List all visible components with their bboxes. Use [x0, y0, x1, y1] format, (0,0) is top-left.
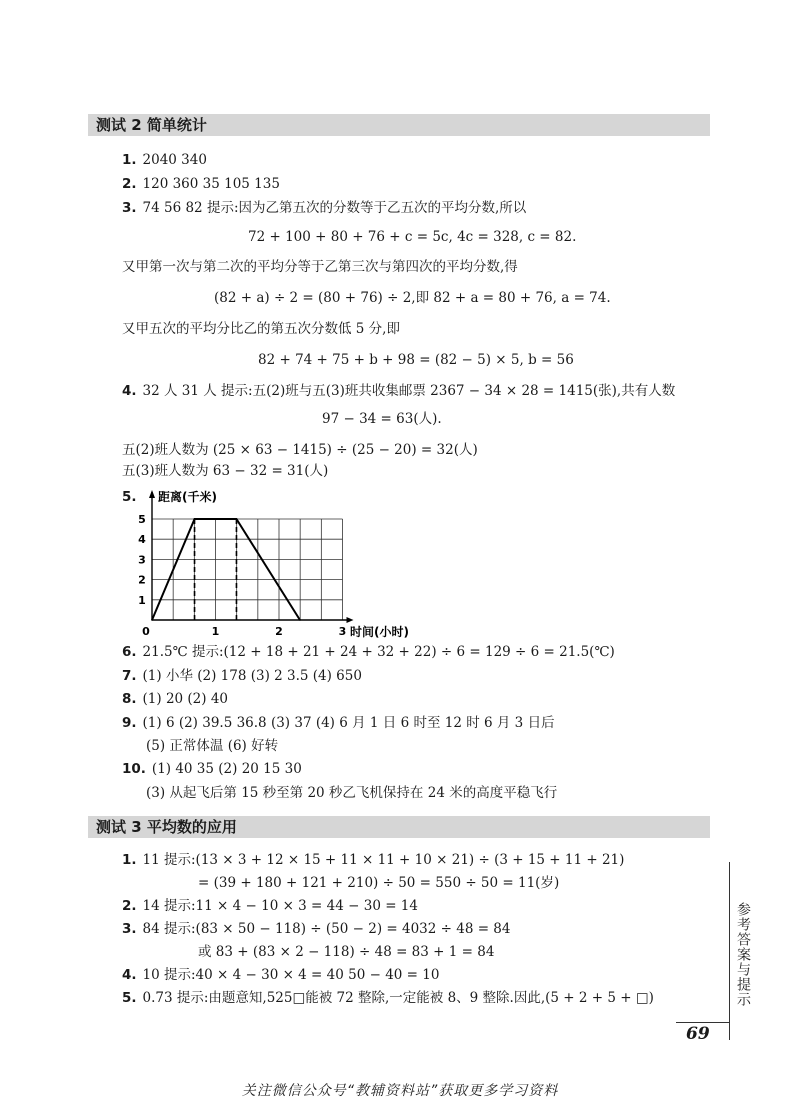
answer-text: (1) 6 (2) 39.5 36.8 (3) 37 (4) 6 月 1 日 6 时至 12 时 6 月 3 日后	[142, 715, 555, 731]
answer-4	[122, 966, 439, 984]
text-line: 五(2)班人数为 (25 × 63 − 1415) ÷ (25 − 20) = 32(人)	[122, 442, 478, 458]
x-tick-label: 1	[211, 625, 220, 638]
chart-grid	[152, 519, 343, 620]
answer-text: (1) 20 (2) 40	[142, 691, 229, 707]
x-axis-label: 时间(小时)	[350, 625, 409, 639]
y-tick-label: 5	[138, 513, 146, 526]
answer-10-cont: (3) 从起飞后第 15 秒至第 20 秒乙飞机保持在 24 米的高度平稳飞行	[146, 785, 558, 801]
series-line-distance	[152, 519, 300, 620]
y-tick-label: 1	[138, 593, 146, 607]
answer-text: 0.73 提示:由题意知,525□能被 72 整除,一定能被 8、9 整除.因此,(5 + 2 + 5 + □)	[142, 990, 654, 1006]
answer-5	[122, 488, 143, 506]
answer-text: 32 人 31 人 提示:五(2)班与五(3)班共收集邮票 2367 − 34 × 28 = 1415(张),共有人数	[142, 383, 676, 399]
data-point	[151, 619, 153, 621]
answer-number: 4.	[122, 967, 137, 983]
answer-number: 2.	[122, 898, 137, 914]
answer-2	[122, 175, 280, 193]
text-line: 又甲第一次与第二次的平均分等于乙第三次与第四次的平均分数,得	[122, 259, 518, 275]
answer-1	[122, 851, 624, 869]
answer-10	[122, 760, 302, 778]
answer-number: 1.	[122, 152, 137, 168]
equation-4: 97 − 34 = 63(人).	[322, 411, 442, 427]
y-tick-label: 2	[138, 573, 146, 587]
y-axis-label: 距离(千米)	[158, 490, 217, 504]
text-line: 又甲五次的平均分比乙的第五次分数低 5 分,即	[122, 321, 400, 337]
answer-number: 9.	[122, 715, 137, 731]
answer-1	[122, 151, 207, 169]
answer-text: 10 提示:40 × 4 − 30 × 4 = 40 50 − 40 = 10	[142, 967, 440, 983]
answer-number: 1.	[122, 852, 137, 868]
data-point	[194, 518, 196, 520]
answer-2	[122, 897, 418, 915]
answer-text: 21.5℃ 提示:(12 + 18 + 21 + 24 + 32 + 22) ÷ 6 = 129 ÷ 6 = 21.5(℃)	[142, 644, 615, 660]
y-tick-label: 3	[138, 553, 146, 567]
answer-number: 7.	[122, 668, 137, 684]
answer-text: 14 提示:11 × 4 − 10 × 3 = 44 − 30 = 14	[142, 898, 418, 914]
x-axis-arrow	[347, 617, 354, 623]
chart-axes	[138, 490, 353, 638]
answer-number: 5.	[122, 489, 137, 505]
answer-number: 10.	[122, 761, 146, 777]
answer-number: 4.	[122, 383, 137, 399]
x-tick-label: 3	[338, 625, 347, 638]
answer-text: 74 56 82 提示:因为乙第五次的分数等于乙五次的平均分数,所以	[142, 200, 527, 216]
answer-3	[122, 920, 510, 938]
answer-text: 84 提示:(83 × 50 − 118) ÷ (50 − 2) = 4032 ÷ 48 = 84	[142, 921, 511, 937]
data-point	[236, 518, 238, 520]
y-axis-arrow	[149, 490, 155, 498]
answer-9-cont: (5) 正常体温 (6) 好转	[146, 738, 279, 754]
answer-text: 11 提示:(13 × 3 + 12 × 15 + 11 × 11 + 10 × 21) ÷ (3 + 15 + 11 + 21)	[142, 852, 625, 868]
sidebar-rule	[729, 862, 730, 1040]
answer-1-cont: = (39 + 180 + 121 + 210) ÷ 50 = 550 ÷ 50 = 11(岁)	[198, 875, 560, 891]
answer-6	[122, 643, 615, 661]
answer-number: 6.	[122, 644, 137, 660]
section-header-test3: 测试 3 平均数的应用	[88, 816, 710, 838]
answer-text: (1) 40 35 (2) 20 15 30	[151, 761, 302, 777]
answer-4	[122, 382, 675, 400]
text-line: 五(3)班人数为 63 − 32 = 31(人)	[122, 463, 329, 479]
answer-number: 5.	[122, 990, 137, 1006]
answer-text: (1) 小华 (2) 178 (3) 2 3.5 (4) 650	[142, 668, 362, 684]
equation-1: 72 + 100 + 80 + 76 + c = 5c, 4c = 328, c = 82.	[248, 229, 577, 245]
answer-number: 2.	[122, 176, 137, 192]
footer-note: 关注微信公众号“教辅资料站”获取更多学习资料	[241, 1083, 559, 1099]
x-tick-label: 2	[275, 625, 283, 638]
equation-3: 82 + 74 + 75 + b + 98 = (82 − 5) × 5, b = 56	[258, 352, 574, 368]
x-tick-label: 0	[142, 625, 150, 638]
page-number: 69	[686, 1024, 710, 1044]
answer-text: 120 360 35 105 135	[142, 176, 280, 192]
answer-number: 8.	[122, 691, 137, 707]
answer-number: 3.	[122, 921, 137, 937]
answer-number: 3.	[122, 200, 137, 216]
data-point	[299, 619, 301, 621]
answer-7	[122, 667, 362, 685]
answer-8	[122, 690, 228, 708]
equation-2: (82 + a) ÷ 2 = (80 + 76) ÷ 2,即 82 + a = 80 + 76, a = 74.	[214, 290, 611, 306]
answer-9	[122, 714, 555, 732]
answer-5	[122, 989, 654, 1007]
answer-text: 2040 340	[142, 152, 207, 168]
y-tick-label: 4	[138, 533, 146, 547]
page-number-rule	[676, 1022, 730, 1023]
answer-3	[122, 199, 526, 217]
section-header-test2: 测试 2 简单统计	[88, 114, 710, 136]
chart-marks	[151, 518, 301, 621]
answer-3-cont: 或 83 + (83 × 2 − 118) ÷ 48 = 83 + 1 = 84	[198, 944, 495, 960]
sidebar-label: 参考答案与提示	[735, 902, 751, 1007]
